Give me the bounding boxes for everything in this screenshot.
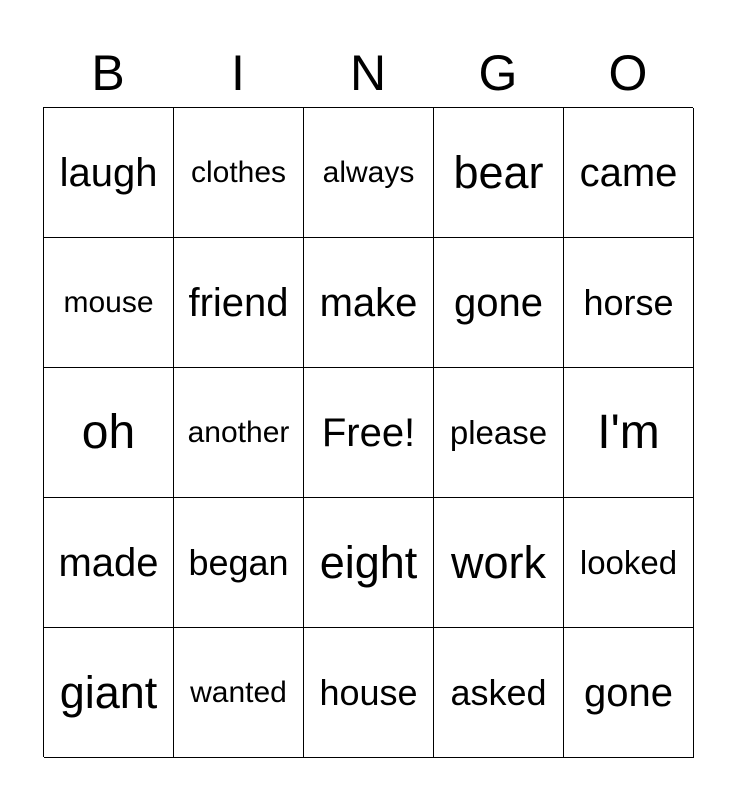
bingo-cell[interactable]: laugh	[44, 108, 174, 238]
bingo-cell[interactable]: came	[564, 108, 694, 238]
bingo-cell[interactable]: horse	[564, 238, 694, 368]
bingo-cell[interactable]: giant	[44, 628, 174, 758]
bingo-cell[interactable]: gone	[564, 628, 694, 758]
bingo-cell[interactable]: bear	[434, 108, 564, 238]
header-letter-b: B	[91, 45, 125, 101]
bingo-cell[interactable]: made	[44, 498, 174, 628]
header-letter-o: O	[608, 45, 648, 101]
bingo-cell[interactable]: asked	[434, 628, 564, 758]
header-letter-n: N	[349, 45, 387, 101]
bingo-cell[interactable]: eight	[304, 498, 434, 628]
bingo-cell[interactable]: oh	[44, 368, 174, 498]
bingo-cell[interactable]: mouse	[44, 238, 174, 368]
bingo-cell[interactable]: please	[434, 368, 564, 498]
bingo-cell[interactable]: friend	[174, 238, 304, 368]
bingo-cell[interactable]: work	[434, 498, 564, 628]
bingo-cell[interactable]: always	[304, 108, 434, 238]
bingo-header	[43, 40, 693, 106]
header-letter-g: G	[478, 45, 518, 101]
bingo-cell[interactable]: make	[304, 238, 434, 368]
bingo-cell[interactable]: I'm	[564, 368, 694, 498]
bingo-cell[interactable]: another	[174, 368, 304, 498]
bingo-cell[interactable]: gone	[434, 238, 564, 368]
header-letter-i: I	[231, 45, 245, 101]
bingo-board	[43, 107, 693, 757]
bingo-cell[interactable]: house	[304, 628, 434, 758]
bingo-cell[interactable]: wanted	[174, 628, 304, 758]
bingo-cell[interactable]: began	[174, 498, 304, 628]
bingo-cell[interactable]: looked	[564, 498, 694, 628]
bingo-cell[interactable]: clothes	[174, 108, 304, 238]
free-space-cell[interactable]: Free!	[304, 368, 434, 498]
